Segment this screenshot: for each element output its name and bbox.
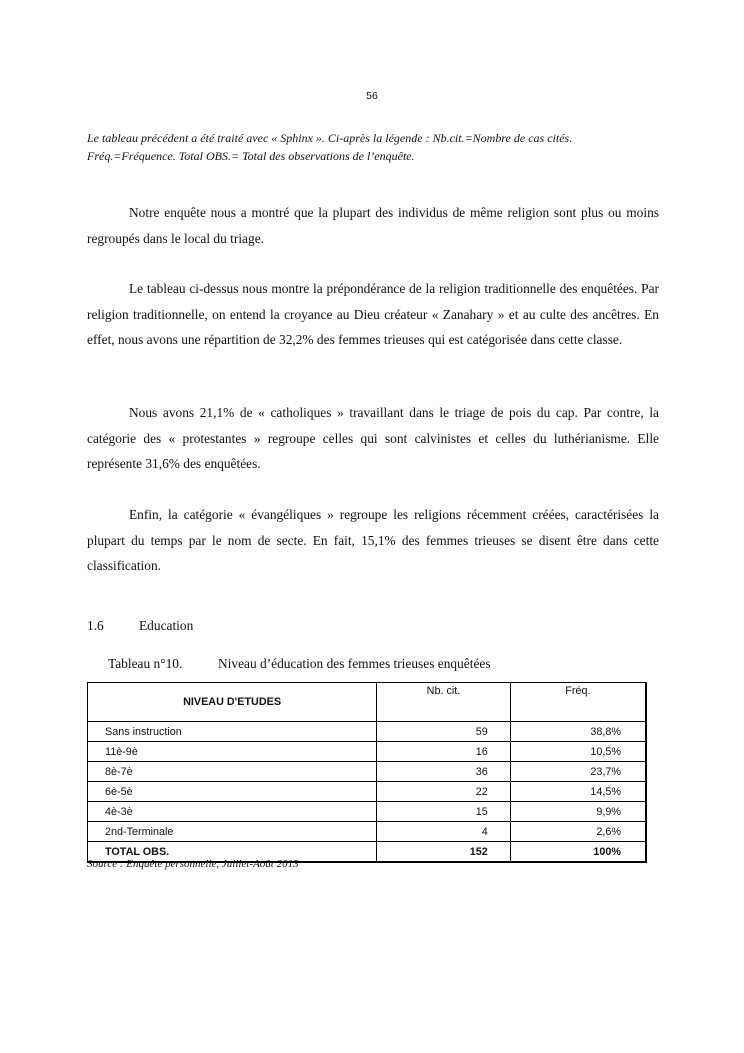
row-nb-cit: 16 [377,742,511,762]
row-freq: 14,5% [510,782,646,802]
row-freq: 2,6% [510,822,646,842]
section-number: 1.6 [87,618,104,633]
section-title: Education [139,618,194,633]
row-freq: 23,7% [510,762,646,782]
legend-note-line-2: Fréq.=Fréquence. Total OBS.= Total des observations de l’enquête. [87,149,415,163]
paragraph-3 [87,400,659,477]
table-row [88,722,647,742]
row-nb-cit: 36 [377,762,511,782]
paragraph-4 [87,502,659,579]
legend-note [87,129,659,165]
row-freq: 10,5% [510,742,646,762]
row-nb-cit: 22 [377,782,511,802]
header-nb-cit: Nb. cit. [377,683,511,722]
row-label: 11è-9è [88,742,377,762]
row-freq: 38,8% [510,722,646,742]
paragraph-1-text: Notre enquête nous a montré que la plupart des individus de même religion sont plus ou moins regroupés dans le local du triage. [87,205,659,246]
table-caption-title: Niveau d’éducation des femmes trieuses enquêtées [218,656,491,671]
row-label: 4è-3è [88,802,377,822]
table-row [88,802,647,822]
table-header-row [88,683,647,722]
total-nb-cit: 152 [377,842,511,863]
header-niveau: NIVEAU D'ETUDES [88,683,377,722]
table-row [88,782,647,802]
row-label: 8è-7è [88,762,377,782]
paragraph-1 [87,200,659,251]
legend-note-line-1: Le tableau précédent a été traité avec « Sphinx ». Ci-après la légende : Nb.cit.=Nombre de cas cités. [87,131,573,145]
table-caption [108,656,491,672]
education-table [87,682,647,863]
header-freq: Fréq. [510,683,646,722]
table-row [88,762,647,782]
row-nb-cit: 4 [377,822,511,842]
total-freq: 100% [593,845,621,858]
table-caption-label: Tableau n°10. [108,656,183,671]
paragraph-2 [87,276,659,353]
table-row [88,822,647,842]
row-nb-cit: 15 [377,802,511,822]
row-freq: 9,9% [510,802,646,822]
paragraph-3-text: Nous avons 21,1% de « catholiques » travaillant dans le triage de pois du cap. Par contre, la catégorie des « protestantes » regroupe celles qui sont calvinistes et celles du luthérianisme. Elle représente 31,6% des enquêtées. [87,405,659,471]
page-number: 56 [366,90,378,102]
row-nb-cit: 59 [377,722,511,742]
table-row [88,742,647,762]
row-label: 6è-5è [88,782,377,802]
table-source: Source : Enquête personnelle, Juillet-Août 2013 [87,858,299,870]
total-label: TOTAL OBS. [88,842,377,863]
section-heading [87,618,193,634]
row-label: Sans instruction [88,722,377,742]
paragraph-4-text: Enfin, la catégorie « évangéliques » regroupe les religions récemment créées, caractérisées la plupart du temps par le nom de secte. En fait, 15,1% des femmes trieuses se disent être dans cette classification. [87,507,659,573]
row-label: 2nd-Terminale [88,822,377,842]
paragraph-2-text: Le tableau ci-dessus nous montre la prépondérance de la religion traditionnelle des enquêtées. Par religion traditionnelle, on entend la croyance au Dieu créateur « Zanahary » et au culte des ancêtres. En effet, nous avons une répartition de 32,2% des femmes trieuses qui est catégorisée dans cette classe. [87,281,659,347]
